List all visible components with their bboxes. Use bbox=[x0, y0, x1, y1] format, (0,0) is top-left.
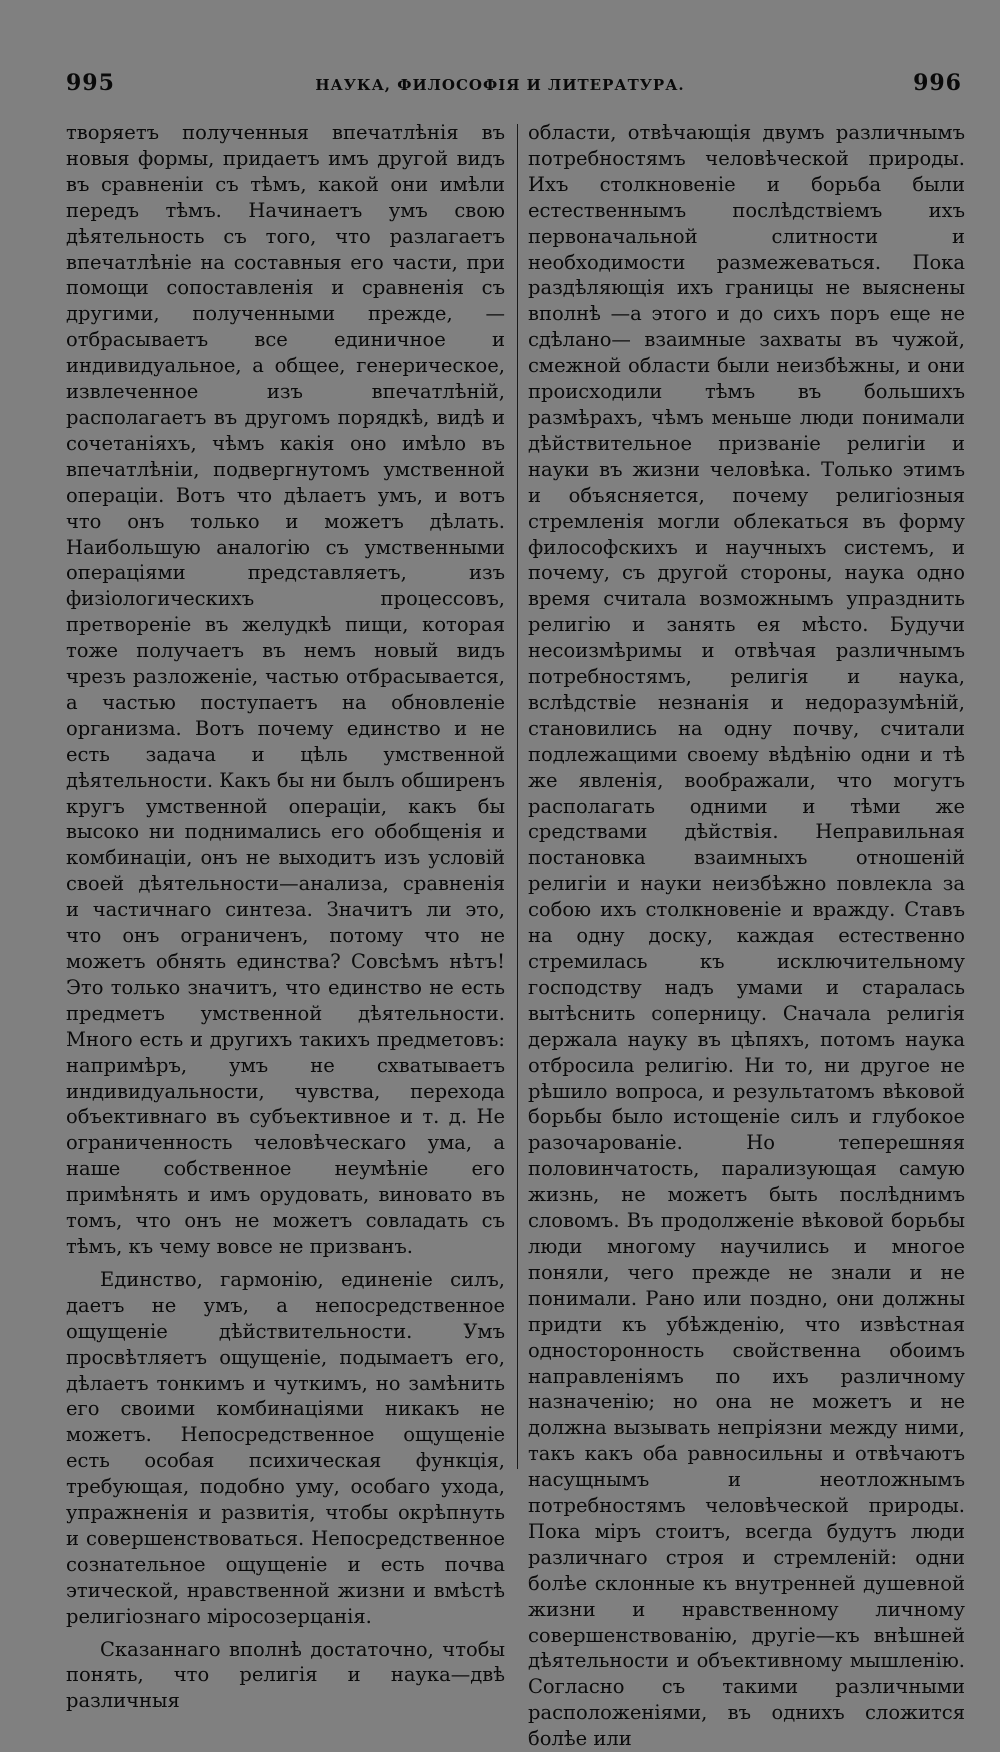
right-column bbox=[528, 120, 965, 1752]
left-paragraph-1: творяетъ полученныя впечатлѣнія въ новыя формы, придаетъ имъ другой видъ въ сравненіи съ тѣмъ, какой они имѣли передъ тѣмъ. Начинаетъ умъ свою дѣятельность съ того, что разлагаетъ впечатлѣніе на составныя его части, при помощи сопоставленія и сравненія съ другими, полученными прежде, — отбрасываетъ все единичное и индивидуальное, а общее, генерическое, извлеченное изъ впечатлѣній, располагаетъ въ другомъ порядкѣ, видѣ и сочетаніяхъ, чѣмъ какія оно имѣло въ впечатлѣніи, подвергнутомъ умственной операціи. Вотъ что дѣлаетъ умъ, и вотъ что онъ только и можетъ дѣлать. Наибольшую аналогію съ умственными операціями представляетъ, изъ физіологическихъ процессовъ, претвореніе въ желудкѣ пищи, которая тоже получаетъ въ немъ новый видъ чрезъ разложеніе, частью отбрасывается, а частью поступаетъ на обновленіе организма. Вотъ почему единство и не есть задача и цѣль умственной дѣятельности. Какъ бы ни былъ обширенъ кругъ умственной операціи, какъ бы высоко ни поднимались его обобщенія и комбинаціи, онъ не выходитъ изъ условій своей дѣятельности—анализа, сравненія и частичнаго синтеза. Значитъ ли это, что онъ ограниченъ, потому что не можетъ обнять единства? Совсѣмъ нѣтъ! Это только значитъ, что единство не есть предметъ умственной дѣятельности. Много есть и другихъ такихъ предметовъ: напримѣръ, умъ не схватываетъ индивидуальности, чувства, перехода объективнаго въ субъективное и т. д. Не ограниченность человѣческаго ума, а наше собственное неумѣніе его примѣнять и имъ орудовать, виновато въ томъ, что онъ не можетъ совладать съ тѣмъ, къ чему вовсе не призванъ. bbox=[66, 121, 505, 1258]
column-divider bbox=[517, 124, 518, 1469]
left-paragraph-3: Сказаннаго вполнѣ достаточно, чтобы понять, что религія и наука—двѣ различныя bbox=[66, 1637, 505, 1713]
left-paragraph-2: Единство, гармонію, единеніе силъ, даетъ не умъ, а непосредственное ощущеніе дѣйствительности. Умъ просвѣтляетъ ощущеніе, подымаетъ его, дѣлаетъ тонкимъ и чуткимъ, но замѣнить его своими комбинаціями никакъ не можетъ. Непосредственное ощущеніе есть особая психическая функція, требующая, подобно уму, особаго ухода, упражненія и развитія, чтобы окрѣпнуть и совершенствоваться. Непосредственное сознательное ощущеніе и есть почва этической, нравственной жизни и вмѣстѣ религіознаго міросозерцанія. bbox=[66, 1267, 505, 1628]
page-header bbox=[0, 70, 1000, 106]
running-title: НАУКА, ФИЛОСОФІЯ И ЛИТЕРАТУРА. bbox=[315, 76, 685, 94]
page-number-left: 995 bbox=[66, 70, 115, 96]
left-column bbox=[66, 120, 505, 1714]
page-number-right: 996 bbox=[913, 70, 962, 96]
right-paragraph-1: области, отвѣчающія двумъ различнымъ потребностямъ человѣческой природы. Ихъ столкновеніе и борьба были естественнымъ послѣдствіемъ ихъ первоначальной слитности и необходимости размежеваться. Пока раздѣляющія ихъ границы не выяснены вполнѣ —а этого и до сихъ поръ еще не сдѣлано— взаимные захваты въ чужой, смежной области были неизбѣжны, и они происходили тѣмъ въ большихъ размѣрахъ, чѣмъ меньше люди понимали дѣйствительное призваніе религіи и науки въ жизни человѣка. Только этимъ и объясняется, почему религіозныя стремленія могли облекаться въ форму философскихъ и научныхъ системъ, и почему, съ другой стороны, наука одно время считала возможнымъ упразднить религію и занять ея мѣсто. Будучи несоизмѣримы и отвѣчая различнымъ потребностямъ, религія и наука, вслѣдствіе незнанія и недоразумѣній, становились на одну почву, считали подлежащими своему вѣдѣнію одни и тѣ же явленія, воображали, что могутъ располагать одними и тѣми же средствами дѣйствія. Неправильная постановка взаимныхъ отношеній религіи и науки неизбѣжно повлекла за собою ихъ столкновеніе и вражду. Ставъ на одну доску, каждая естественно стремилась къ исключительному господству надъ умами и старалась вытѣснить соперницу. Сначала религія держала науку въ цѣпяхъ, потомъ наука отбросила религію. Ни то, ни другое не рѣшило вопроса, и результатомъ вѣковой борьбы было истощеніе силъ и глубокое разочарованіе. Но теперешняя половинчатость, парализующая самую жизнь, не можетъ быть послѣднимъ словомъ. Въ продолженіе вѣковой борьбы люди многому научились и многое поняли, чего прежде не знали и не понимали. Рано или поздно, они должны придти къ убѣжденію, что извѣстная односторонность свойственна обоимъ направленіямъ по ихъ различному назначенію; но она не можетъ и не должна вызывать непріязни между ними, такъ какъ оба равносильны и отвѣчаютъ насущнымъ и неотложнымъ потребностямъ человѣческой природы. Пока міръ стоитъ, всегда будутъ люди различнаго строя и стремленій: одни болѣе склонные къ внутренней душевной жизни и нравственному личному совершенствованію, другіе—къ внѣшней дѣятельности и объективному мышленію. Согласно съ такими различными расположеніями, въ однихъ сложится болѣе или bbox=[528, 121, 965, 1751]
